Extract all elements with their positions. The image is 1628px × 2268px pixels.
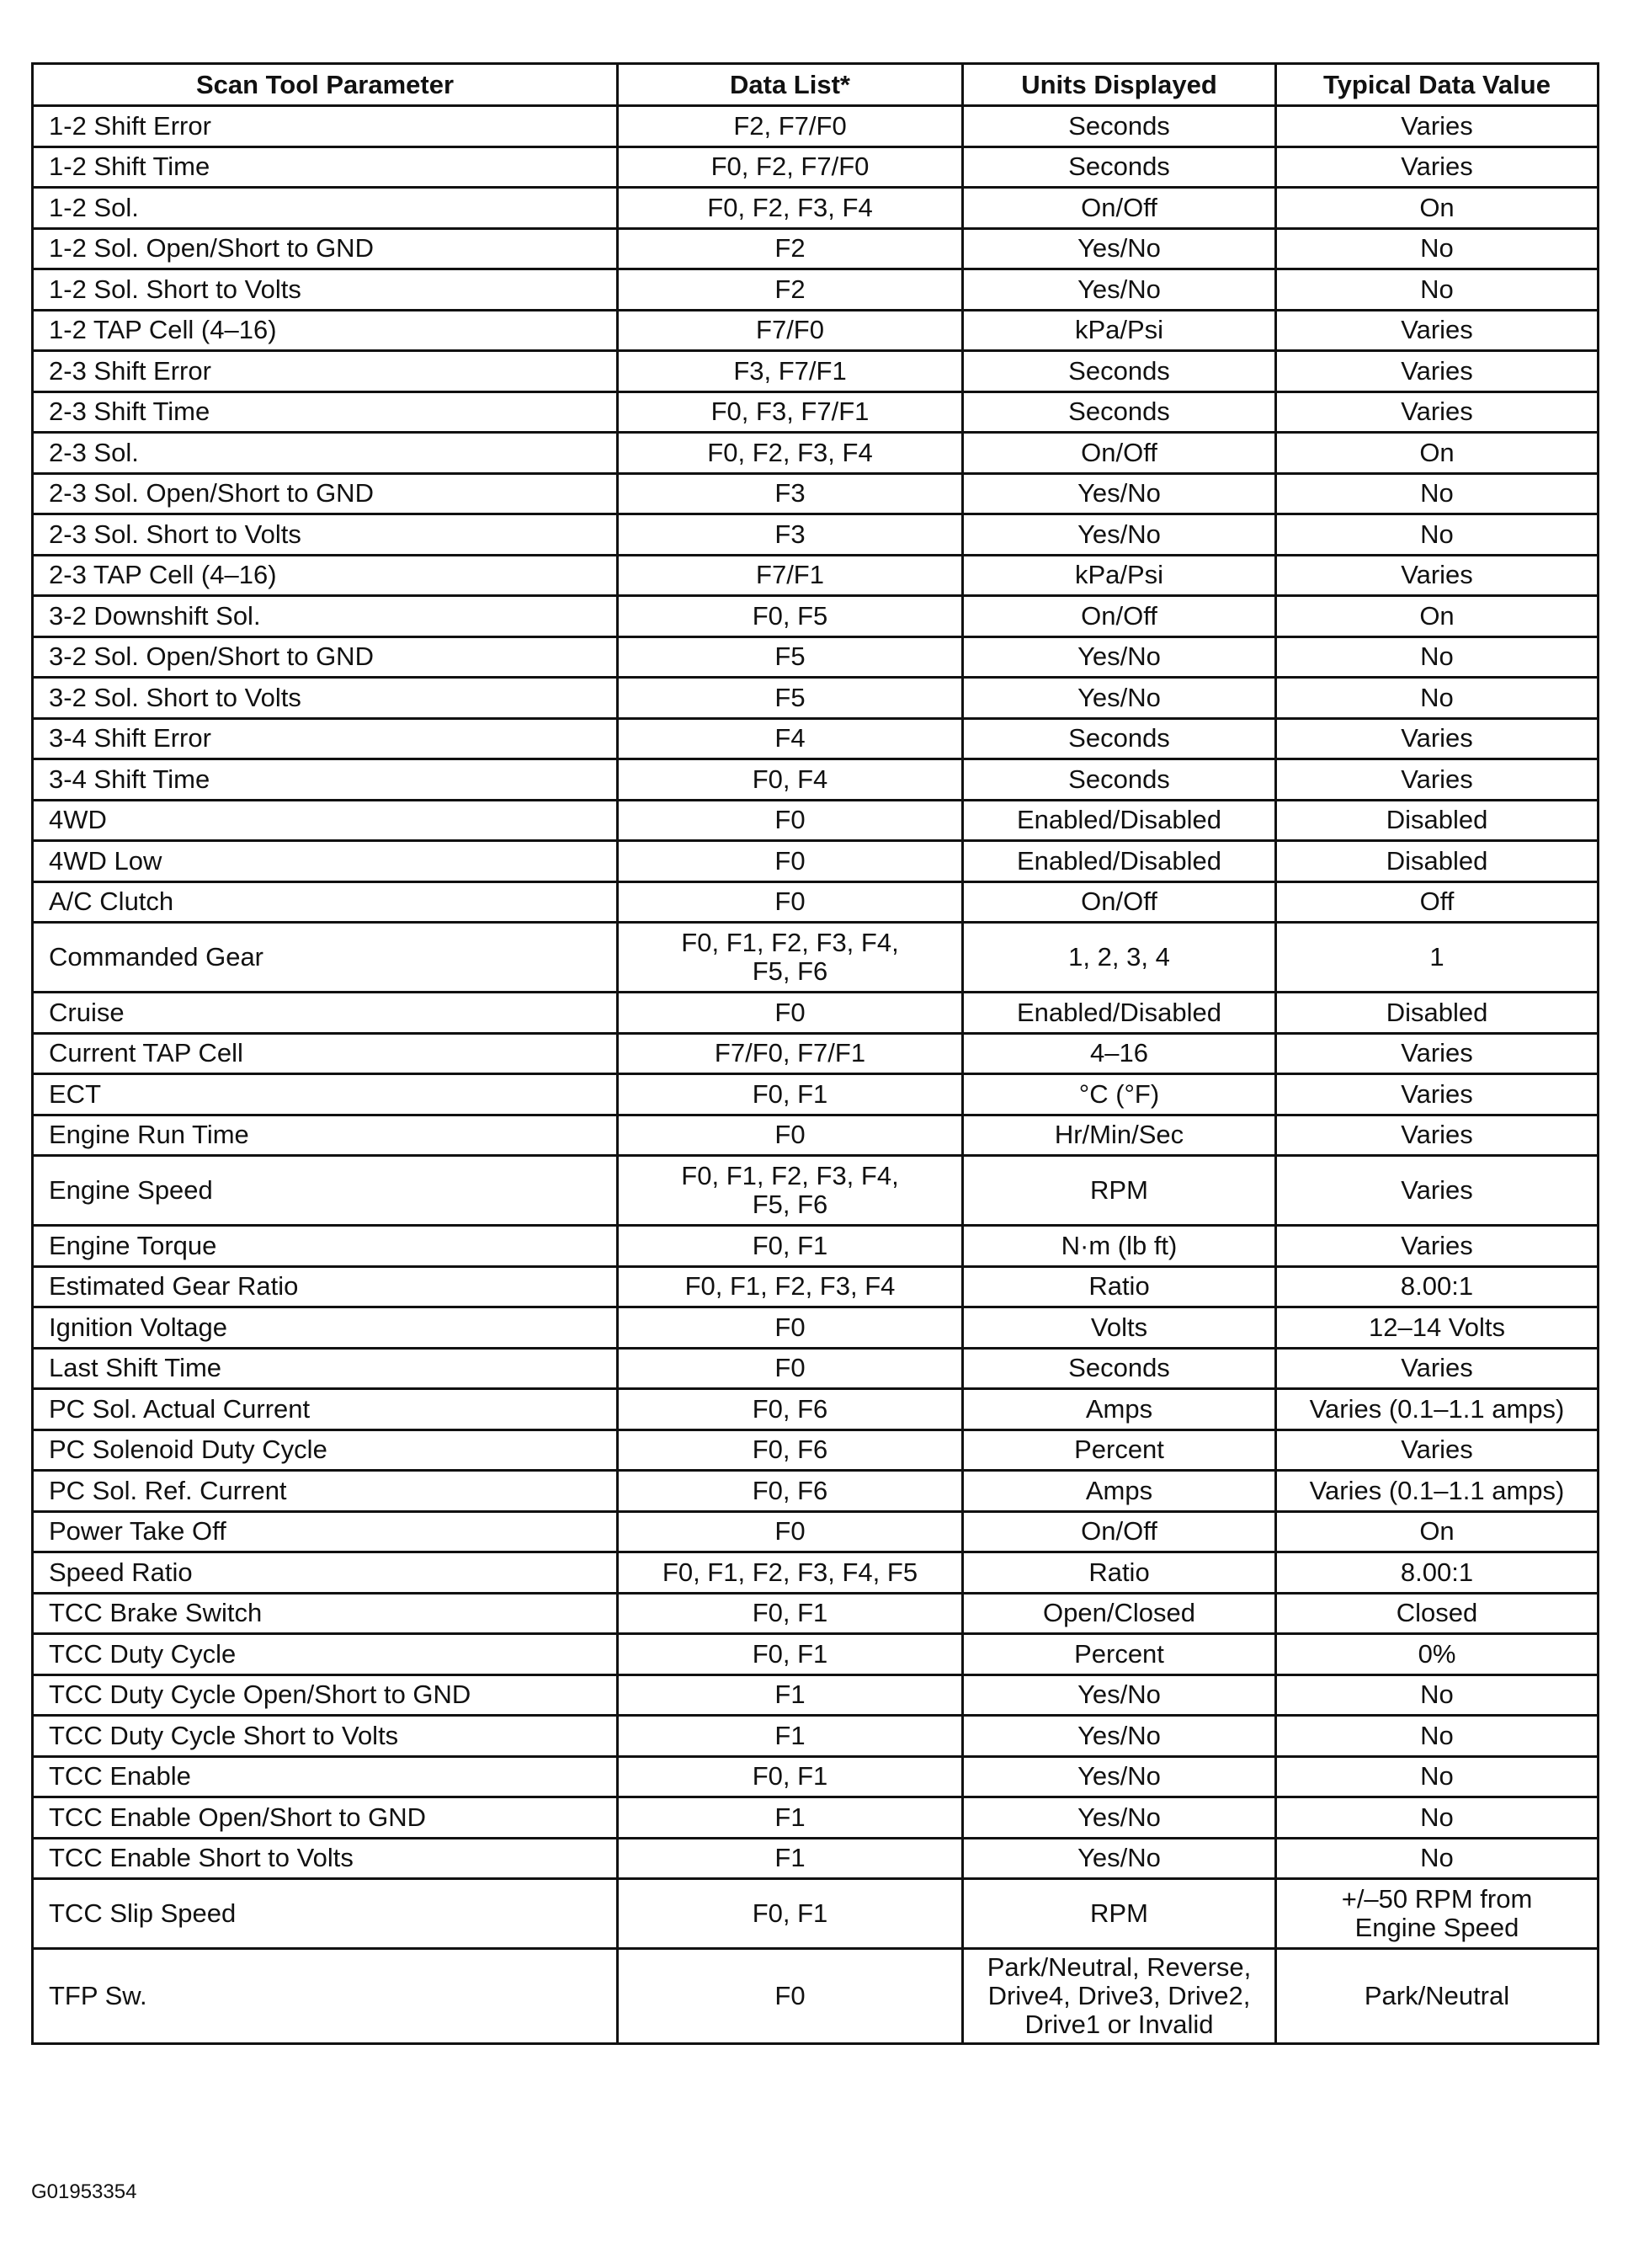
parameter-cell: Speed Ratio bbox=[33, 1552, 618, 1594]
typical-value-cell: Varies (0.1–1.1 amps) bbox=[1276, 1471, 1599, 1512]
data-list-cell: F0, F1 bbox=[618, 1226, 963, 1267]
parameter-cell: 2-3 Sol. Short to Volts bbox=[33, 514, 618, 556]
table-row bbox=[33, 228, 1599, 269]
units-cell: RPM bbox=[963, 1879, 1276, 1949]
parameter-cell: 2-3 Shift Error bbox=[33, 351, 618, 392]
typical-value-cell: Varies bbox=[1276, 106, 1599, 147]
data-list-cell: F1 bbox=[618, 1838, 963, 1879]
typical-value-cell: Varies bbox=[1276, 555, 1599, 596]
typical-value-cell: No bbox=[1276, 269, 1599, 311]
typical-value-cell: Varies bbox=[1276, 1033, 1599, 1074]
table-row bbox=[33, 1838, 1599, 1879]
data-list-cell: F0, F1 bbox=[618, 1074, 963, 1115]
parameter-cell: Engine Torque bbox=[33, 1226, 618, 1267]
data-list-cell: F3 bbox=[618, 473, 963, 514]
table-row bbox=[33, 1511, 1599, 1552]
parameter-cell: TFP Sw. bbox=[33, 1949, 618, 2044]
data-list-cell: F0, F6 bbox=[618, 1429, 963, 1471]
table-row bbox=[33, 188, 1599, 229]
parameter-cell: 2-3 Sol. Open/Short to GND bbox=[33, 473, 618, 514]
data-list-cell: F0 bbox=[618, 841, 963, 882]
typical-value-cell: On bbox=[1276, 433, 1599, 474]
units-cell: Seconds bbox=[963, 351, 1276, 392]
typical-value-cell: No bbox=[1276, 228, 1599, 269]
table-row bbox=[33, 1634, 1599, 1675]
units-cell: Enabled/Disabled bbox=[963, 993, 1276, 1034]
parameter-cell: A/C Clutch bbox=[33, 881, 618, 923]
table-row bbox=[33, 1471, 1599, 1512]
units-cell: 1, 2, 3, 4 bbox=[963, 923, 1276, 993]
data-list-cell: F0, F2, F3, F4 bbox=[618, 188, 963, 229]
typical-value-cell: Off bbox=[1276, 881, 1599, 923]
data-list-cell: F0, F4 bbox=[618, 759, 963, 801]
parameter-cell: 1-2 Sol. Open/Short to GND bbox=[33, 228, 618, 269]
table-row bbox=[33, 636, 1599, 678]
table-row bbox=[33, 391, 1599, 433]
units-cell: On/Off bbox=[963, 1511, 1276, 1552]
parameter-cell: 3-2 Downshift Sol. bbox=[33, 596, 618, 637]
table-row bbox=[33, 1756, 1599, 1797]
data-list-cell: F0, F2, F7/F0 bbox=[618, 146, 963, 188]
parameter-cell: 1-2 Shift Error bbox=[33, 106, 618, 147]
typical-value-cell: Park/Neutral bbox=[1276, 1949, 1599, 2044]
table-row bbox=[33, 1674, 1599, 1716]
table-row bbox=[33, 555, 1599, 596]
data-list-cell: F0 bbox=[618, 1511, 963, 1552]
data-list-cell: F0, F6 bbox=[618, 1389, 963, 1430]
table-row bbox=[33, 718, 1599, 759]
units-cell: Yes/No bbox=[963, 473, 1276, 514]
units-cell: Yes/No bbox=[963, 1716, 1276, 1757]
table-row bbox=[33, 106, 1599, 147]
parameter-cell: 3-2 Sol. Short to Volts bbox=[33, 678, 618, 719]
typical-value-cell: No bbox=[1276, 1716, 1599, 1757]
units-cell: Open/Closed bbox=[963, 1593, 1276, 1634]
typical-value-cell: On bbox=[1276, 596, 1599, 637]
table-row bbox=[33, 351, 1599, 392]
data-list-cell: F5 bbox=[618, 678, 963, 719]
table-row bbox=[33, 473, 1599, 514]
parameter-cell: Engine Speed bbox=[33, 1156, 618, 1226]
data-list-cell: F0 bbox=[618, 993, 963, 1034]
typical-value-cell: Varies bbox=[1276, 1156, 1599, 1226]
data-list-cell: F2, F7/F0 bbox=[618, 106, 963, 147]
table-header bbox=[33, 64, 1599, 106]
units-cell: Yes/No bbox=[963, 228, 1276, 269]
typical-value-cell: Varies bbox=[1276, 391, 1599, 433]
data-list-cell: F2 bbox=[618, 228, 963, 269]
table-row bbox=[33, 1074, 1599, 1115]
parameter-cell: 1-2 TAP Cell (4–16) bbox=[33, 310, 618, 351]
data-list-cell: F3 bbox=[618, 514, 963, 556]
data-list-cell: F0, F1, F2, F3, F4, F5, F6 bbox=[618, 1156, 963, 1226]
data-list-cell: F0, F2, F3, F4 bbox=[618, 433, 963, 474]
parameter-cell: Commanded Gear bbox=[33, 923, 618, 993]
data-list-cell: F0, F1 bbox=[618, 1634, 963, 1675]
units-cell: On/Off bbox=[963, 433, 1276, 474]
table-row bbox=[33, 1716, 1599, 1757]
typical-value-cell: Closed bbox=[1276, 1593, 1599, 1634]
header-row bbox=[33, 64, 1599, 106]
typical-value-cell: Varies bbox=[1276, 1115, 1599, 1156]
units-cell: Yes/No bbox=[963, 1797, 1276, 1839]
table-row bbox=[33, 759, 1599, 801]
table-row bbox=[33, 1797, 1599, 1839]
typical-value-cell: No bbox=[1276, 514, 1599, 556]
table-row bbox=[33, 800, 1599, 841]
data-list-cell: F1 bbox=[618, 1674, 963, 1716]
typical-value-cell: 8.00:1 bbox=[1276, 1552, 1599, 1594]
units-cell: Enabled/Disabled bbox=[963, 800, 1276, 841]
data-list-cell: F5 bbox=[618, 636, 963, 678]
data-list-cell: F4 bbox=[618, 718, 963, 759]
parameter-cell: PC Solenoid Duty Cycle bbox=[33, 1429, 618, 1471]
data-list-cell: F0 bbox=[618, 1115, 963, 1156]
table-row bbox=[33, 146, 1599, 188]
data-list-cell: F0, F1, F2, F3, F4, F5, F6 bbox=[618, 923, 963, 993]
data-list-cell: F0 bbox=[618, 881, 963, 923]
parameter-cell: PC Sol. Ref. Current bbox=[33, 1471, 618, 1512]
typical-value-cell: On bbox=[1276, 1511, 1599, 1552]
typical-value-cell: Varies bbox=[1276, 1074, 1599, 1115]
units-cell: Seconds bbox=[963, 146, 1276, 188]
parameter-cell: Cruise bbox=[33, 993, 618, 1034]
units-cell: Hr/Min/Sec bbox=[963, 1115, 1276, 1156]
units-cell: Seconds bbox=[963, 1348, 1276, 1389]
parameter-cell: Ignition Voltage bbox=[33, 1307, 618, 1349]
header-scan-tool-parameter: Scan Tool Parameter bbox=[33, 64, 618, 106]
data-list-cell: F0, F1 bbox=[618, 1756, 963, 1797]
typical-value-cell: Varies bbox=[1276, 351, 1599, 392]
table-row bbox=[33, 881, 1599, 923]
data-list-cell: F0 bbox=[618, 1949, 963, 2044]
data-list-cell: F1 bbox=[618, 1716, 963, 1757]
typical-value-cell: On bbox=[1276, 188, 1599, 229]
typical-value-cell: No bbox=[1276, 636, 1599, 678]
typical-value-cell: No bbox=[1276, 678, 1599, 719]
typical-value-cell: Varies bbox=[1276, 310, 1599, 351]
typical-value-cell: No bbox=[1276, 1756, 1599, 1797]
units-cell: Volts bbox=[963, 1307, 1276, 1349]
parameter-cell: Last Shift Time bbox=[33, 1348, 618, 1389]
typical-value-cell: 8.00:1 bbox=[1276, 1266, 1599, 1307]
parameter-cell: 2-3 TAP Cell (4–16) bbox=[33, 555, 618, 596]
units-cell: Yes/No bbox=[963, 514, 1276, 556]
data-list-cell: F0, F1 bbox=[618, 1593, 963, 1634]
data-list-cell: F7/F0 bbox=[618, 310, 963, 351]
units-cell: Seconds bbox=[963, 759, 1276, 801]
typical-value-cell: No bbox=[1276, 473, 1599, 514]
table-row bbox=[33, 596, 1599, 637]
units-cell: On/Off bbox=[963, 188, 1276, 229]
units-cell: kPa/Psi bbox=[963, 310, 1276, 351]
data-list-cell: F7/F0, F7/F1 bbox=[618, 1033, 963, 1074]
parameter-cell: 3-2 Sol. Open/Short to GND bbox=[33, 636, 618, 678]
units-cell: Seconds bbox=[963, 391, 1276, 433]
units-cell: Yes/No bbox=[963, 1756, 1276, 1797]
units-cell: Seconds bbox=[963, 106, 1276, 147]
parameter-cell: TCC Brake Switch bbox=[33, 1593, 618, 1634]
typical-value-cell: Varies bbox=[1276, 1429, 1599, 1471]
parameter-cell: TCC Enable bbox=[33, 1756, 618, 1797]
parameter-cell: 3-4 Shift Error bbox=[33, 718, 618, 759]
table-row bbox=[33, 1429, 1599, 1471]
data-list-cell: F0, F6 bbox=[618, 1471, 963, 1512]
typical-value-cell: Disabled bbox=[1276, 993, 1599, 1034]
units-cell: Percent bbox=[963, 1634, 1276, 1675]
parameter-cell: 4WD bbox=[33, 800, 618, 841]
table-row bbox=[33, 1033, 1599, 1074]
data-list-cell: F0, F1, F2, F3, F4 bbox=[618, 1266, 963, 1307]
scan-tool-parameter-table bbox=[31, 62, 1599, 2045]
parameter-cell: 1-2 Sol. bbox=[33, 188, 618, 229]
table-row bbox=[33, 993, 1599, 1034]
typical-value-cell: 12–14 Volts bbox=[1276, 1307, 1599, 1349]
units-cell: N·m (lb ft) bbox=[963, 1226, 1276, 1267]
typical-value-cell: Disabled bbox=[1276, 841, 1599, 882]
data-list-cell: F3, F7/F1 bbox=[618, 351, 963, 392]
table-row bbox=[33, 1115, 1599, 1156]
parameter-cell: TCC Duty Cycle Short to Volts bbox=[33, 1716, 618, 1757]
typical-value-cell: +/–50 RPM from Engine Speed bbox=[1276, 1879, 1599, 1949]
data-list-cell: F7/F1 bbox=[618, 555, 963, 596]
table-row bbox=[33, 310, 1599, 351]
typical-value-cell: Varies bbox=[1276, 146, 1599, 188]
table-row bbox=[33, 269, 1599, 311]
parameter-cell: Estimated Gear Ratio bbox=[33, 1266, 618, 1307]
parameter-cell: TCC Enable Open/Short to GND bbox=[33, 1797, 618, 1839]
units-cell: Yes/No bbox=[963, 678, 1276, 719]
units-cell: On/Off bbox=[963, 881, 1276, 923]
parameter-cell: TCC Slip Speed bbox=[33, 1879, 618, 1949]
parameter-cell: 2-3 Sol. bbox=[33, 433, 618, 474]
parameter-cell: PC Sol. Actual Current bbox=[33, 1389, 618, 1430]
table-row bbox=[33, 1552, 1599, 1594]
parameter-cell: Engine Run Time bbox=[33, 1115, 618, 1156]
typical-value-cell: 0% bbox=[1276, 1634, 1599, 1675]
units-cell: RPM bbox=[963, 1156, 1276, 1226]
parameter-cell: 1-2 Sol. Short to Volts bbox=[33, 269, 618, 311]
parameter-cell: Power Take Off bbox=[33, 1511, 618, 1552]
typical-value-cell: Varies bbox=[1276, 718, 1599, 759]
table-row bbox=[33, 1226, 1599, 1267]
parameter-cell: 1-2 Shift Time bbox=[33, 146, 618, 188]
table-row bbox=[33, 1879, 1599, 1949]
data-list-cell: F1 bbox=[618, 1797, 963, 1839]
parameter-cell: 2-3 Shift Time bbox=[33, 391, 618, 433]
typical-value-cell: No bbox=[1276, 1797, 1599, 1839]
header-typical-data-value: Typical Data Value bbox=[1276, 64, 1599, 106]
table-row bbox=[33, 1266, 1599, 1307]
typical-value-cell: Varies bbox=[1276, 759, 1599, 801]
table-row bbox=[33, 1307, 1599, 1349]
data-list-cell: F0, F1, F2, F3, F4, F5 bbox=[618, 1552, 963, 1594]
table-row bbox=[33, 1348, 1599, 1389]
data-list-cell: F0 bbox=[618, 800, 963, 841]
units-cell: Amps bbox=[963, 1471, 1276, 1512]
data-list-cell: F0 bbox=[618, 1307, 963, 1349]
typical-value-cell: Varies bbox=[1276, 1348, 1599, 1389]
parameter-cell: TCC Duty Cycle bbox=[33, 1634, 618, 1675]
parameter-cell: 3-4 Shift Time bbox=[33, 759, 618, 801]
data-list-cell: F0, F3, F7/F1 bbox=[618, 391, 963, 433]
table-row bbox=[33, 841, 1599, 882]
table-row bbox=[33, 678, 1599, 719]
parameter-cell: TCC Enable Short to Volts bbox=[33, 1838, 618, 1879]
units-cell: 4–16 bbox=[963, 1033, 1276, 1074]
data-list-cell: F0 bbox=[618, 1348, 963, 1389]
table-row bbox=[33, 1949, 1599, 2044]
units-cell: Yes/No bbox=[963, 1838, 1276, 1879]
units-cell: Ratio bbox=[963, 1266, 1276, 1307]
table-row bbox=[33, 514, 1599, 556]
units-cell: °C (°F) bbox=[963, 1074, 1276, 1115]
units-cell: kPa/Psi bbox=[963, 555, 1276, 596]
parameter-cell: Current TAP Cell bbox=[33, 1033, 618, 1074]
units-cell: Park/Neutral, Reverse, Drive4, Drive3, Drive2, Drive1 or Invalid bbox=[963, 1949, 1276, 2044]
units-cell: Seconds bbox=[963, 718, 1276, 759]
table-row bbox=[33, 923, 1599, 993]
typical-value-cell: Disabled bbox=[1276, 800, 1599, 841]
parameter-cell: 4WD Low bbox=[33, 841, 618, 882]
units-cell: Yes/No bbox=[963, 269, 1276, 311]
units-cell: Amps bbox=[963, 1389, 1276, 1430]
table-row bbox=[33, 1156, 1599, 1226]
data-list-cell: F0, F5 bbox=[618, 596, 963, 637]
units-cell: Ratio bbox=[963, 1552, 1276, 1594]
units-cell: Enabled/Disabled bbox=[963, 841, 1276, 882]
data-list-cell: F0, F1 bbox=[618, 1879, 963, 1949]
parameter-cell: TCC Duty Cycle Open/Short to GND bbox=[33, 1674, 618, 1716]
figure-id: G01953354 bbox=[31, 2180, 137, 2203]
typical-value-cell: Varies bbox=[1276, 1226, 1599, 1267]
typical-value-cell: No bbox=[1276, 1838, 1599, 1879]
units-cell: On/Off bbox=[963, 596, 1276, 637]
data-list-cell: F2 bbox=[618, 269, 963, 311]
table-row bbox=[33, 433, 1599, 474]
units-cell: Percent bbox=[963, 1429, 1276, 1471]
typical-value-cell: Varies (0.1–1.1 amps) bbox=[1276, 1389, 1599, 1430]
units-cell: Yes/No bbox=[963, 1674, 1276, 1716]
parameter-cell: ECT bbox=[33, 1074, 618, 1115]
units-cell: Yes/No bbox=[963, 636, 1276, 678]
table-row bbox=[33, 1593, 1599, 1634]
typical-value-cell: 1 bbox=[1276, 923, 1599, 993]
header-data-list: Data List* bbox=[618, 64, 963, 106]
table-body bbox=[33, 106, 1599, 2044]
header-units-displayed: Units Displayed bbox=[963, 64, 1276, 106]
typical-value-cell: No bbox=[1276, 1674, 1599, 1716]
table-row bbox=[33, 1389, 1599, 1430]
